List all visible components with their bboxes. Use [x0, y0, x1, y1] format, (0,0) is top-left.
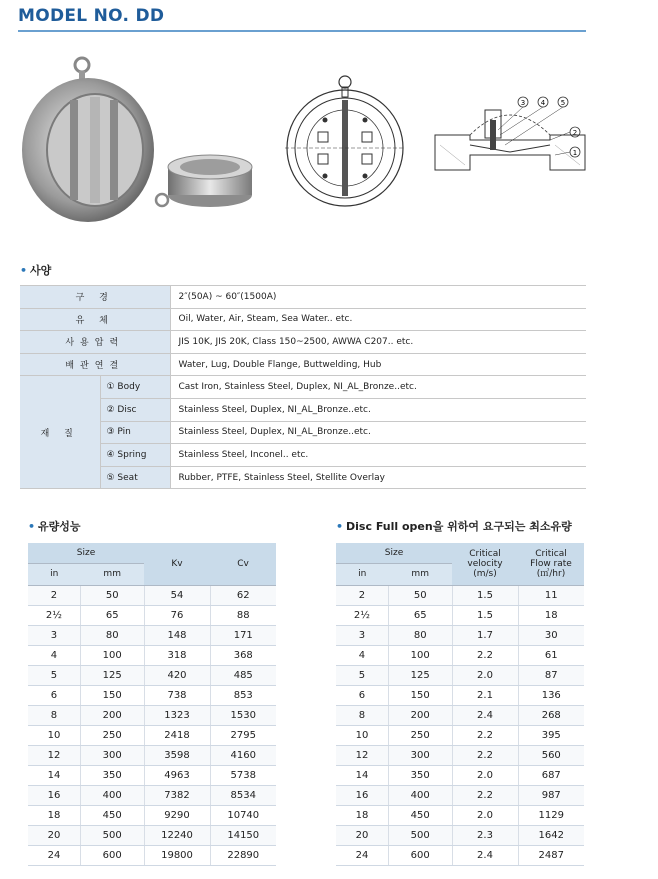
table-cell: 4 [28, 645, 80, 665]
crit-flow-header: Critical Flow rate (㎥/hr) [518, 543, 584, 585]
table-cell: 2 [28, 585, 80, 605]
table-cell: 485 [210, 665, 276, 685]
table-cell: 65 [80, 605, 144, 625]
table-cell: 1530 [210, 705, 276, 725]
table-row [336, 685, 584, 705]
table-cell: 200 [80, 705, 144, 725]
callout-1: 1 [572, 149, 578, 157]
table-cell: 2.0 [452, 805, 518, 825]
table-cell: 87 [518, 665, 584, 685]
spec-label: 구 경 [20, 286, 170, 309]
callout-2: 2 [572, 129, 578, 137]
table-row [336, 705, 584, 725]
front-view-drawing [280, 70, 410, 210]
table-cell: 2 [336, 585, 388, 605]
table-cell: 18 [336, 805, 388, 825]
table-cell: 350 [388, 765, 452, 785]
table-cell: 14150 [210, 825, 276, 845]
table-cell: 5 [28, 665, 80, 685]
spec-row [20, 308, 586, 331]
table-cell: 11 [518, 585, 584, 605]
table-cell: 9290 [144, 805, 210, 825]
page-title: MODEL NO. DD [18, 6, 165, 26]
table-cell: 80 [388, 625, 452, 645]
table-cell: 12240 [144, 825, 210, 845]
table-row [336, 785, 584, 805]
table-cell: 687 [518, 765, 584, 785]
table-cell: 2.0 [452, 665, 518, 685]
table-cell: 24 [336, 845, 388, 865]
table-cell: 1129 [518, 805, 584, 825]
table-row [28, 745, 276, 765]
spec-material-row [20, 376, 586, 399]
table-cell: 1642 [518, 825, 584, 845]
table-cell: 1.7 [452, 625, 518, 645]
material-part: ② Disc [100, 398, 170, 421]
table-cell: 6 [28, 685, 80, 705]
table-row [28, 625, 276, 645]
material-value: Stainless Steel, Duplex, NI_AL_Bronze..etc. [170, 398, 586, 421]
flow-heading: • 유량성능 [28, 520, 81, 533]
table-cell: 3 [336, 625, 388, 645]
table-row [28, 605, 276, 625]
spec-table [20, 285, 586, 489]
table-cell: 2.4 [452, 705, 518, 725]
table-row [28, 845, 276, 865]
table-row [28, 805, 276, 825]
table-cell: 150 [388, 685, 452, 705]
table-cell: 150 [80, 685, 144, 705]
table-cell: 2.3 [452, 825, 518, 845]
table-cell: 2487 [518, 845, 584, 865]
table-row [336, 845, 584, 865]
callout-4: 4 [540, 99, 546, 107]
table-cell: 18 [28, 805, 80, 825]
material-part: ① Body [100, 376, 170, 399]
table-cell: 400 [80, 785, 144, 805]
spec-material-row [20, 466, 586, 489]
table-cell: 250 [388, 725, 452, 745]
table-cell: 22890 [210, 845, 276, 865]
table-row [28, 685, 276, 705]
crit-size-header: Size [336, 543, 452, 563]
table-cell: 2418 [144, 725, 210, 745]
section-view-drawing [430, 90, 590, 190]
table-cell: 395 [518, 725, 584, 745]
table-row [28, 665, 276, 685]
table-cell: 20 [28, 825, 80, 845]
table-cell: 738 [144, 685, 210, 705]
material-label: 재 질 [20, 376, 100, 489]
crit-velocity-header: Critical velocity (m/s) [452, 543, 518, 585]
table-cell: 560 [518, 745, 584, 765]
table-cell: 987 [518, 785, 584, 805]
table-row [336, 765, 584, 785]
table-cell: 14 [28, 765, 80, 785]
table-cell: 350 [80, 765, 144, 785]
table-cell: 3 [28, 625, 80, 645]
table-cell: 80 [80, 625, 144, 645]
table-row [336, 625, 584, 645]
critical-table [336, 543, 584, 866]
table-cell: 148 [144, 625, 210, 645]
table-cell: 2.2 [452, 745, 518, 765]
table-cell: 18 [518, 605, 584, 625]
spec-material-row [20, 444, 586, 467]
table-cell: 12 [336, 745, 388, 765]
material-part: ④ Spring [100, 444, 170, 467]
spec-label: 사용압력 [20, 331, 170, 354]
table-row [28, 725, 276, 745]
table-row [336, 805, 584, 825]
table-cell: 2½ [28, 605, 80, 625]
spec-label: 유 체 [20, 308, 170, 331]
table-cell: 136 [518, 685, 584, 705]
table-cell: 4 [336, 645, 388, 665]
table-row [336, 645, 584, 665]
table-cell: 2.4 [452, 845, 518, 865]
spec-value: JIS 10K, JIS 20K, Class 150~2500, AWWA C207.. etc. [170, 331, 586, 354]
table-row [336, 825, 584, 845]
callout-5: 5 [560, 99, 566, 107]
table-cell: 24 [28, 845, 80, 865]
valve-photo [20, 55, 260, 230]
table-cell: 5 [336, 665, 388, 685]
table-cell: 16 [28, 785, 80, 805]
table-cell: 450 [388, 805, 452, 825]
table-cell: 6 [336, 685, 388, 705]
title-divider [18, 30, 586, 32]
table-cell: 3598 [144, 745, 210, 765]
table-cell: 250 [80, 725, 144, 745]
spec-row [20, 353, 586, 376]
crit-mm-header: mm [388, 563, 452, 585]
table-cell: 853 [210, 685, 276, 705]
material-value: Rubber, PTFE, Stainless Steel, Stellite Overlay [170, 466, 586, 489]
spec-material-row [20, 421, 586, 444]
table-row [336, 745, 584, 765]
table-cell: 2.2 [452, 645, 518, 665]
table-row [336, 585, 584, 605]
table-cell: 400 [388, 785, 452, 805]
table-cell: 420 [144, 665, 210, 685]
spec-value: Water, Lug, Double Flange, Buttwelding, Hub [170, 353, 586, 376]
spec-label: 배관연결 [20, 353, 170, 376]
callout-3: 3 [520, 99, 526, 107]
table-cell: 125 [388, 665, 452, 685]
table-cell: 300 [80, 745, 144, 765]
table-cell: 2.2 [452, 725, 518, 745]
table-cell: 65 [388, 605, 452, 625]
table-cell: 368 [210, 645, 276, 665]
table-row [336, 605, 584, 625]
table-cell: 600 [388, 845, 452, 865]
table-cell: 5738 [210, 765, 276, 785]
table-cell: 100 [388, 645, 452, 665]
table-cell: 50 [80, 585, 144, 605]
flow-kv-header: Kv [144, 543, 210, 585]
table-cell: 4963 [144, 765, 210, 785]
table-row [28, 645, 276, 665]
material-part: ⑤ Seat [100, 466, 170, 489]
table-row [28, 785, 276, 805]
table-cell: 76 [144, 605, 210, 625]
table-cell: 2.2 [452, 785, 518, 805]
table-row [336, 665, 584, 685]
table-cell: 200 [388, 705, 452, 725]
table-cell: 2½ [336, 605, 388, 625]
table-row [28, 825, 276, 845]
material-value: Cast Iron, Stainless Steel, Duplex, NI_AL_Bronze..etc. [170, 376, 586, 399]
spec-value: Oil, Water, Air, Steam, Sea Water.. etc. [170, 308, 586, 331]
table-cell: 62 [210, 585, 276, 605]
table-cell: 8 [28, 705, 80, 725]
critical-heading: • Disc Full open을 위하여 요구되는 최소유량 [336, 520, 572, 533]
table-cell: 1.5 [452, 605, 518, 625]
table-row [28, 765, 276, 785]
table-cell: 450 [80, 805, 144, 825]
table-row [28, 705, 276, 725]
table-row [28, 585, 276, 605]
table-cell: 1323 [144, 705, 210, 725]
spec-value: 2″(50A) ~ 60″(1500A) [170, 286, 586, 309]
table-cell: 7382 [144, 785, 210, 805]
table-cell: 10 [28, 725, 80, 745]
crit-in-header: in [336, 563, 388, 585]
table-cell: 2.0 [452, 765, 518, 785]
table-row [336, 725, 584, 745]
table-cell: 50 [388, 585, 452, 605]
material-value: Stainless Steel, Inconel.. etc. [170, 444, 586, 467]
spec-heading: • 사양 [20, 264, 52, 277]
flow-mm-header: mm [80, 563, 144, 585]
table-cell: 88 [210, 605, 276, 625]
spec-row [20, 331, 586, 354]
table-cell: 4160 [210, 745, 276, 765]
table-cell: 16 [336, 785, 388, 805]
table-cell: 1.5 [452, 585, 518, 605]
table-cell: 8 [336, 705, 388, 725]
table-cell: 8534 [210, 785, 276, 805]
table-cell: 171 [210, 625, 276, 645]
table-cell: 600 [80, 845, 144, 865]
table-cell: 125 [80, 665, 144, 685]
table-cell: 500 [80, 825, 144, 845]
table-cell: 2795 [210, 725, 276, 745]
spec-row [20, 286, 586, 309]
table-cell: 54 [144, 585, 210, 605]
table-cell: 61 [518, 645, 584, 665]
table-cell: 20 [336, 825, 388, 845]
table-cell: 2.1 [452, 685, 518, 705]
table-cell: 14 [336, 765, 388, 785]
table-cell: 300 [388, 745, 452, 765]
table-cell: 19800 [144, 845, 210, 865]
flow-table [28, 543, 276, 866]
table-cell: 12 [28, 745, 80, 765]
table-cell: 30 [518, 625, 584, 645]
flow-size-header: Size [28, 543, 144, 563]
table-cell: 500 [388, 825, 452, 845]
flow-in-header: in [28, 563, 80, 585]
spec-material-row [20, 398, 586, 421]
flow-cv-header: Cv [210, 543, 276, 585]
table-cell: 10740 [210, 805, 276, 825]
table-cell: 318 [144, 645, 210, 665]
table-cell: 10 [336, 725, 388, 745]
table-cell: 100 [80, 645, 144, 665]
material-value: Stainless Steel, Duplex, NI_AL_Bronze..etc. [170, 421, 586, 444]
table-cell: 268 [518, 705, 584, 725]
material-part: ③ Pin [100, 421, 170, 444]
